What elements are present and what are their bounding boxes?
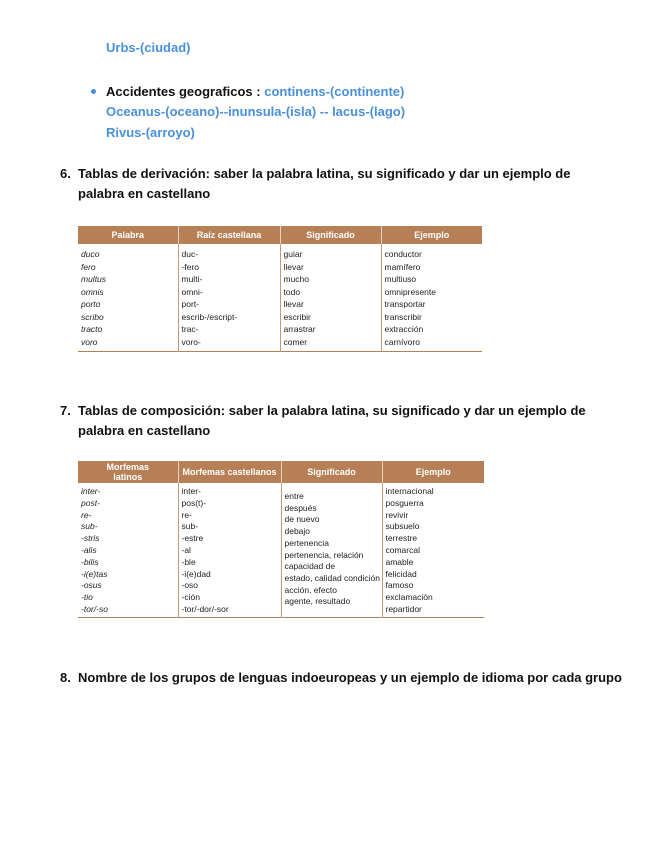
cell-value: -fero xyxy=(181,261,199,272)
col-raiz xyxy=(178,244,280,352)
cell-value: pos(t)- xyxy=(181,497,207,508)
section-7-heading xyxy=(78,401,586,441)
header-significado: Significado xyxy=(280,226,381,244)
cell-value: llevar xyxy=(283,261,304,272)
cell-value: de nuevo xyxy=(284,514,320,525)
section-6-number: 6. xyxy=(60,166,71,181)
cell-value: scribo xyxy=(81,311,104,322)
derivation-table-header xyxy=(78,226,482,244)
cell-value: repartidor xyxy=(385,603,422,614)
cell-value: -bilis xyxy=(81,556,99,567)
cell-value: debajo xyxy=(284,526,311,537)
cell-value: multiuso xyxy=(384,274,417,284)
cell-value: -ción xyxy=(181,592,200,603)
cell-value: transportar xyxy=(384,299,426,309)
cell-value: inter- xyxy=(81,486,101,496)
cell-value: -i(e)tas xyxy=(81,568,108,579)
header-ejemplo: Ejemplo xyxy=(382,461,484,483)
cell-value: port- xyxy=(181,299,199,309)
cell-value: inter- xyxy=(181,486,201,496)
cell-value: -al xyxy=(181,544,191,555)
cell-value: comer xyxy=(283,336,308,347)
section-6-heading xyxy=(78,164,570,204)
header-palabra: Palabra xyxy=(78,226,178,244)
cell-value: escrib-/escript- xyxy=(181,311,238,322)
bullet-line-3: Rivus-(arroyo) xyxy=(106,125,195,140)
cell-value: famoso xyxy=(385,580,414,591)
cell-value: carnívoro xyxy=(384,336,420,347)
header-morfemas-latinos: Morfemas latinos xyxy=(78,461,178,483)
cell-value: re- xyxy=(81,509,92,520)
section-8-number: 8. xyxy=(60,670,71,685)
table-row xyxy=(78,244,482,352)
cell-value: omnis xyxy=(81,286,104,297)
cell-value: -estre xyxy=(181,533,204,544)
composition-table-header xyxy=(78,461,484,483)
cell-value: post- xyxy=(81,497,100,508)
cell-value: capacidad de xyxy=(284,561,336,572)
cell-value: sub- xyxy=(181,521,199,532)
cell-value: duc- xyxy=(181,249,199,259)
section-7-line-1: Tablas de composición: saber la palabra latina, su significado y dar un ejemplo de xyxy=(78,403,586,418)
cell-value: mucho xyxy=(283,274,310,284)
header-significado: Significado xyxy=(281,461,382,483)
header-ejemplo: Ejemplo xyxy=(381,226,482,244)
bullet-line-2: Oceanus-(oceano)--inunsula-(isla) -- lacus-(lago) xyxy=(106,104,406,119)
cell-value: escribir xyxy=(283,311,311,322)
cell-value: omnipresente xyxy=(384,286,437,297)
bullet-icon xyxy=(91,89,96,94)
cell-value: terrestre xyxy=(385,533,418,544)
cell-value: guiar xyxy=(283,249,303,259)
section-8-heading xyxy=(78,668,622,688)
cell-value: entre xyxy=(284,491,304,501)
cell-value: -ble xyxy=(181,556,196,567)
cell-value: subsuelo xyxy=(385,521,420,532)
cell-value: -tio xyxy=(81,592,93,603)
section-6-line-2: palabra en castellano xyxy=(78,186,211,201)
cell-value: -stris xyxy=(81,533,100,544)
section-7-number: 7. xyxy=(60,403,71,418)
cell-value: estado, calidad condición xyxy=(284,572,380,583)
cell-value: pertenencia xyxy=(284,537,329,548)
cell-value: porto xyxy=(81,299,101,309)
section-8-line-1: Nombre de los grupos de lenguas indoeuropeas y un ejemplo de idioma por cada grupo xyxy=(78,670,622,685)
cell-value: omni- xyxy=(181,286,203,297)
cell-value: trac- xyxy=(181,324,199,334)
cell-value: arrastrar xyxy=(283,324,316,334)
cell-value: felicidad xyxy=(385,568,417,579)
col-ejemplo xyxy=(381,244,482,352)
col-palabra xyxy=(78,244,178,352)
cell-value: después xyxy=(284,502,317,513)
cell-value: -i(e)dad xyxy=(181,568,211,579)
cell-value: voro- xyxy=(181,336,201,347)
composition-table xyxy=(78,461,484,618)
cell-value: todo xyxy=(283,286,301,297)
cell-value: revivir xyxy=(385,509,409,520)
col-significado xyxy=(281,483,382,617)
cell-value: -tor/-so xyxy=(81,603,108,614)
section-6-line-1: Tablas de derivación: saber la palabra latina, su significado y dar un ejemplo de xyxy=(78,166,571,181)
cell-value: transcribir xyxy=(384,311,422,322)
cell-value: llevar xyxy=(283,299,304,309)
cell-value: sub- xyxy=(81,521,98,532)
cell-value: mamífero xyxy=(384,261,421,272)
table-row xyxy=(78,483,484,617)
cell-value: tracto xyxy=(81,324,103,334)
bullet-line-1 xyxy=(106,84,404,99)
cell-value: acción, efecto xyxy=(284,584,337,595)
cell-value: pertenencia, relación xyxy=(284,549,364,560)
header-raiz: Raíz castellana xyxy=(178,226,280,244)
cell-value: extracción xyxy=(384,324,424,334)
cell-value: re- xyxy=(181,509,192,520)
header-morfemas-castellanos: Morfemas castellanos xyxy=(178,461,281,483)
cell-value: amable xyxy=(385,556,414,567)
cell-value: conductor xyxy=(384,249,422,259)
cell-value: fero xyxy=(81,261,96,272)
cell-value: -osus xyxy=(81,580,102,591)
cell-value: agente, resultado xyxy=(284,596,351,607)
bullet-first: continens-(continente) xyxy=(264,84,405,99)
cell-value: duco xyxy=(81,249,100,259)
urbs-line: Urbs-(ciudad) xyxy=(106,40,191,55)
col-morfemas-latinos xyxy=(78,483,178,617)
cell-value: voro xyxy=(81,336,98,347)
cell-value: internacional xyxy=(385,486,434,496)
cell-value: comarcal xyxy=(385,544,420,555)
cell-value: -alis xyxy=(81,544,97,555)
cell-value: multus xyxy=(81,274,107,284)
section-7-line-2: palabra en castellano xyxy=(78,423,211,438)
bullet-label: Accidentes geograficos : xyxy=(106,84,261,99)
cell-value: -oso xyxy=(181,580,199,591)
col-morfemas-castellanos xyxy=(178,483,281,617)
col-significado xyxy=(280,244,381,352)
cell-value: exclamación xyxy=(385,592,433,603)
cell-value: posguerra xyxy=(385,497,424,508)
col-ejemplo xyxy=(382,483,484,617)
derivation-table xyxy=(78,226,482,352)
cell-value: multi- xyxy=(181,274,203,284)
cell-value: -tor/-dor/-sor xyxy=(181,603,229,614)
